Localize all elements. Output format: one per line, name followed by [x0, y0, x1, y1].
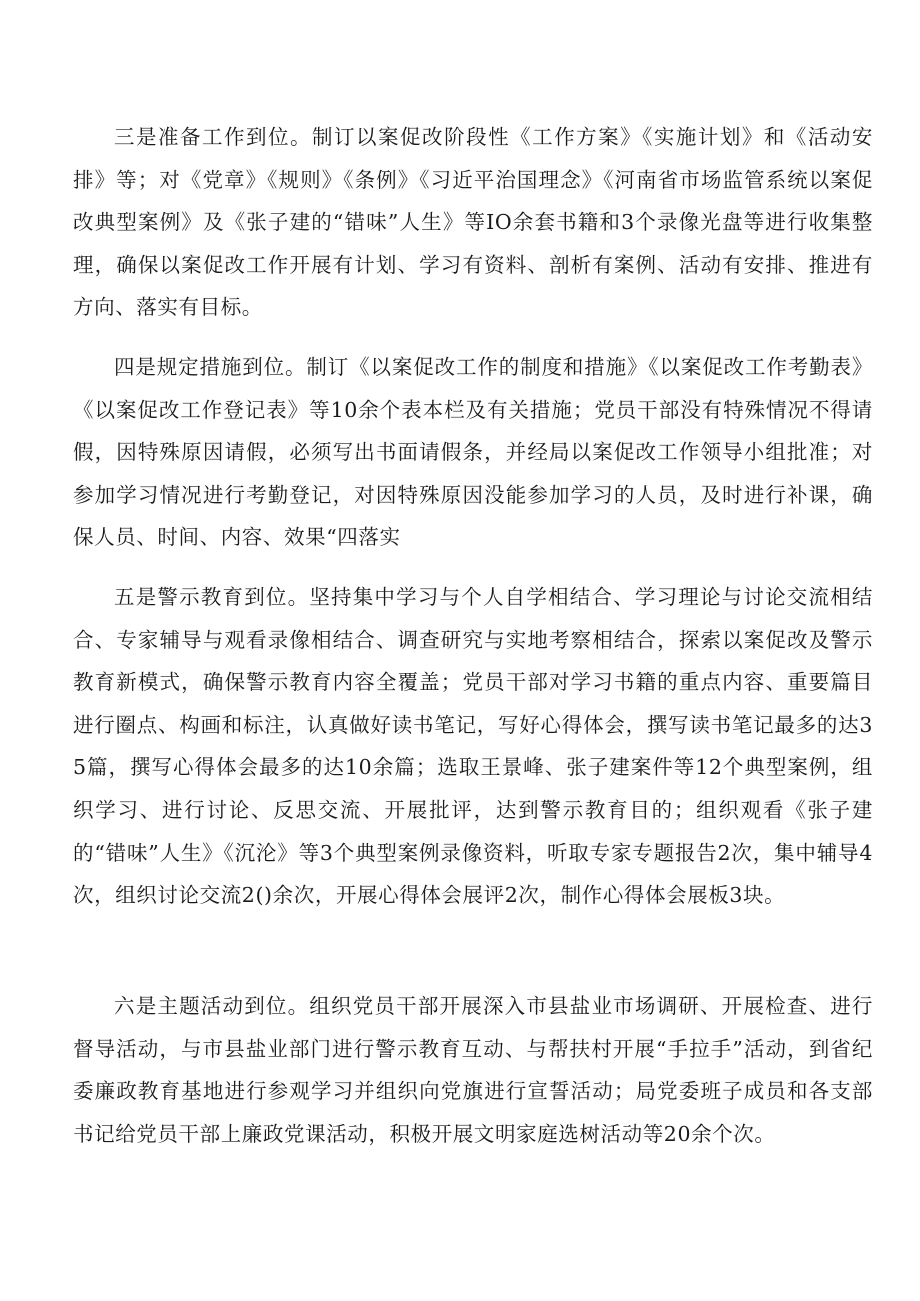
paragraph-preparation-work: 三是准备工作到位。制订以案促改阶段性《工作方案》《实施计划》和《活动安排》等；对《党章》《规则》《条例》《习近平治国理念》《河南省市场监管系统以案促改典型案例》及《张子建的“错味”人生》等IO余套书籍和3个录像光盘等进行收集整理，确保以案促改工作开展有计划、学习有资料、剖析有案例、活动有安排、推进有方向、落实有目标。: [73, 125, 873, 320]
paragraph-theme-activities: 六是主题活动到位。组织党员干部开展深入市县盐业市场调研、开展检查、进行督导活动，与市县盐业部门进行警示教育互动、与帮扶村开展“手拉手”活动，到省纪委廉政教育基地进行参观学习并组织向党旗进行宣誓活动；局党委班子成员和各支部书记给党员干部上廉政党课活动，积极开展文明家庭选树活动等20余个次。: [73, 994, 873, 1146]
paragraph-regulation-measures: 四是规定措施到位。制订《以案促改工作的制度和措施》《以案促改工作考勤表》《以案促改工作登记表》等10余个表本栏及有关措施；党员干部没有特殊情况不得请假，因特殊原因请假，必须写出书面请假条，并经局以案促改工作领导小组批准；对参加学习情况进行考勤登记，对因特殊原因没能参加学习的人员，及时进行补课，确保人员、时间、内容、效果“四落实: [73, 355, 873, 550]
paragraph-warning-education: 五是警示教育到位。坚持集中学习与个人自学相结合、学习理论与讨论交流相结合、专家辅导与观看录像相结合、调查研究与实地考察相结合，探索以案促改及警示教育新模式，确保警示教育内容全覆盖；党员干部对学习书籍的重点内容、重要篇目进行圈点、构画和标注，认真做好读书笔记，写好心得体会，撰写读书笔记最多的达35篇，撰写心得体会最多的达10余篇；选取王景峰、张子建案件等12个典型案例，组织学习、进行讨论、反思交流、开展批评，达到警示教育目的；组织观看《张子建的“错味”人生》《沉沦》等3个典型案例录像资料，听取专家专题报告2次，集中辅导4次，组织讨论交流2()余次，开展心得体会展评2次，制作心得体会展板3块。: [73, 585, 873, 908]
